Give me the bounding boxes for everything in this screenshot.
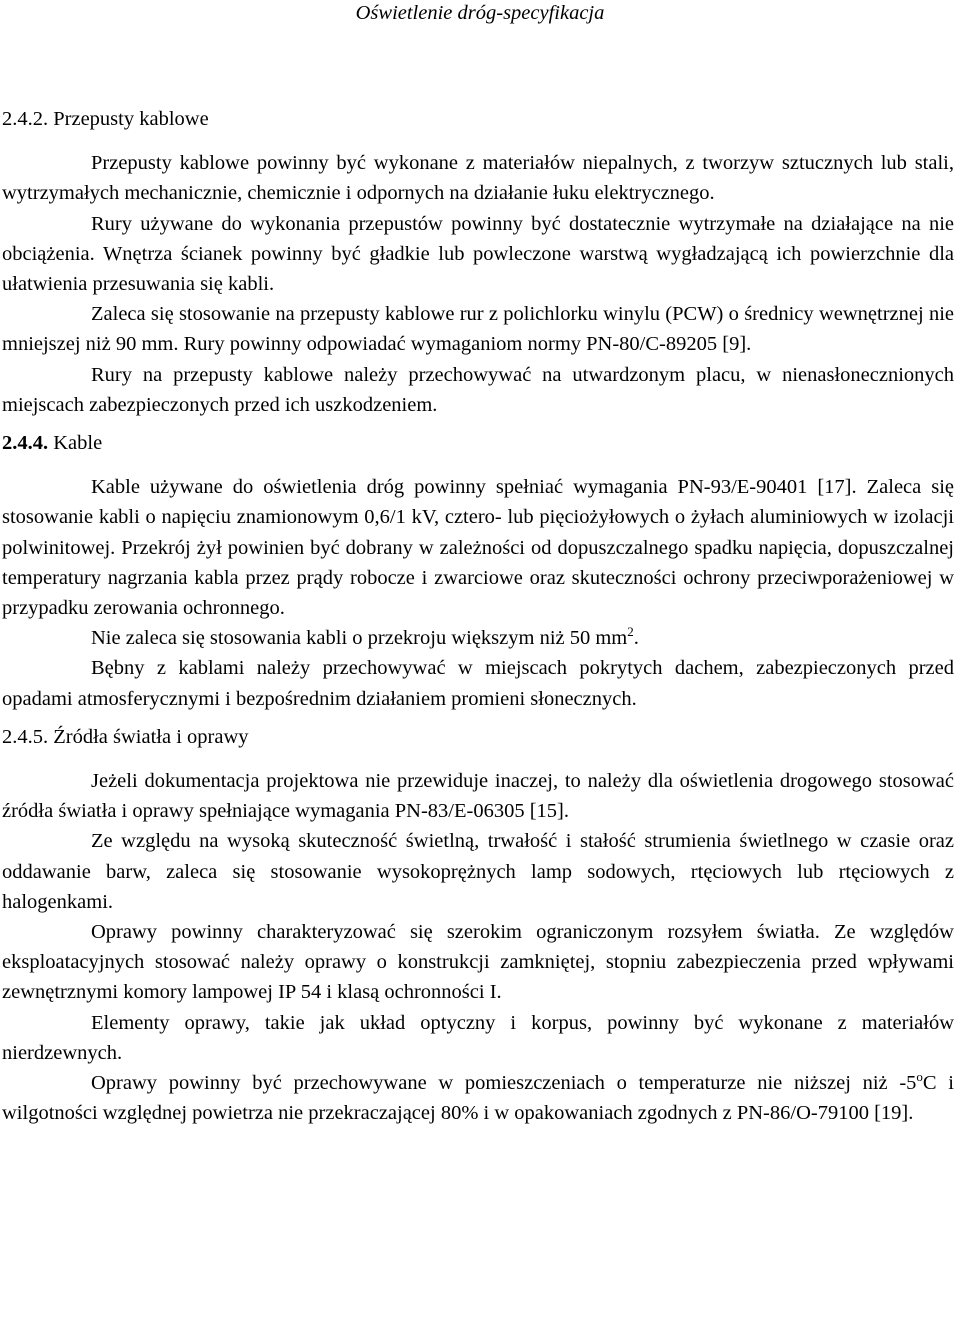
section-heading-kable (2, 428, 954, 458)
paragraph: Oprawy powinny charakteryzować się szerokim ograniczonym rozsyłem światła. Ze względów eksploatacyjnych stosować należy oprawy o konstrukcji zamkniętej, stopniu zabezpieczenia przed wpływami zewnętrznymi komory lampowej IP 54 i klasą ochronności I. (2, 921, 954, 1004)
paragraph: Rury na przepusty kablowe należy przechowywać na utwardzonym placu, w nienasłonecznionych miejscach zabezpieczonych przed ich uszkodzeniem. (2, 363, 954, 416)
paragraph: Rury używane do wykonania przepustów powinny być dostatecznie wytrzymałe na działające na nie obciążenia. Wnętrza ścianek powinny być gładkie lub powleczone warstwą wygładzającą ich powierzchnie dla ułatwienia przesuwania się kabli. (2, 212, 954, 296)
paragraph: Bębny z kablami należy przechowywać w miejscach pokrytych dachem, zabezpieczonych przed opadami atmosferycznymi i bezpośrednim działaniem promieni słonecznych. (2, 657, 954, 710)
superscript: 2 (627, 624, 634, 640)
paragraph: Przepusty kablowe powinny być wykonane z materiałów niepalnych, z tworzyw sztucznych lub stali, wytrzymałych mechanicznie, chemicznie i odpornych na działanie łuku elektrycznego. (2, 152, 954, 205)
superscript: o (916, 1069, 923, 1085)
section-number: 2.4.2. (2, 108, 49, 130)
section-title: Źródła światła i oprawy (53, 725, 249, 748)
running-header: Oświetlenie dróg-specyfikacja (355, 2, 605, 24)
paragraph: Ze względu na wysoką skuteczność świetlną, trwałość i stałość strumienia świetlnego w czasie oraz oddawanie barw, zaleca się stosowanie wysokoprężnych lamp sodowych, rtęciowych lub rtęciowych z halogenkami. (2, 830, 954, 913)
storage-text: Oprawy powinny być przechowywane w pomieszczeniach o temperaturze nie niższej niż -5 (91, 1072, 917, 1095)
section-heading-przepusty (2, 104, 954, 134)
paragraph: Kable używane do oświetlenia dróg powinny spełniać wymagania PN-93/E-90401 [17]. Zaleca się stosowanie kabli o napięciu znamionowym 0,6/1 kV, cztero- lub pięciożyłowych o żyłach aluminiowych w izolacji polwinitowej. Przekrój żył powinien być dobrany w zależności od dopuszczalnego spadku napięcia, dopuszczalnej temperatury nagrzania kabla przez prądy robocze i zwarciowe oraz skuteczności ochrony przeciwporażeniowej w przypadku zerowania ochronnego. (2, 476, 954, 620)
section-heading-zrodla (2, 722, 954, 752)
document-body (2, 104, 954, 1129)
storage-text-end: C i wilgotności względnej powietrza nie przekraczającej 80% i w opakowaniach zgodnych z PN-86/O-79100 [19]. (2, 1072, 954, 1125)
section-number: 2.4.4. (2, 432, 49, 455)
cross-section-end: . (633, 627, 639, 650)
paragraph (2, 1068, 954, 1128)
section-number: 2.4.5. (2, 725, 49, 748)
paragraph: Elementy oprawy, takie jak układ optyczny i korpus, powinny być wykonane z materiałów nierdzewnych. (2, 1011, 954, 1064)
section-title: Przepusty kablowe (53, 108, 209, 130)
paragraph: Jeżeli dokumentacja projektowa nie przewiduje inaczej, to należy dla oświetlenia drogowego stosować źródła światła i oprawy spełniające wymagania PN-83/E-06305 [15]. (2, 770, 954, 823)
cross-section-text: Nie zaleca się stosowania kabli o przekroju większym niż 50 mm (91, 627, 628, 650)
paragraph (2, 623, 954, 653)
section-title: Kable (53, 432, 103, 455)
paragraph: Zaleca się stosowanie na przepusty kablowe rur z polichlorku winylu (PCW) o średnicy wewnętrznej nie mniejszej niż 90 mm. Rury powinny odpowiadać wymaganiom normy PN-80/C-89205 [9]. (2, 303, 954, 356)
